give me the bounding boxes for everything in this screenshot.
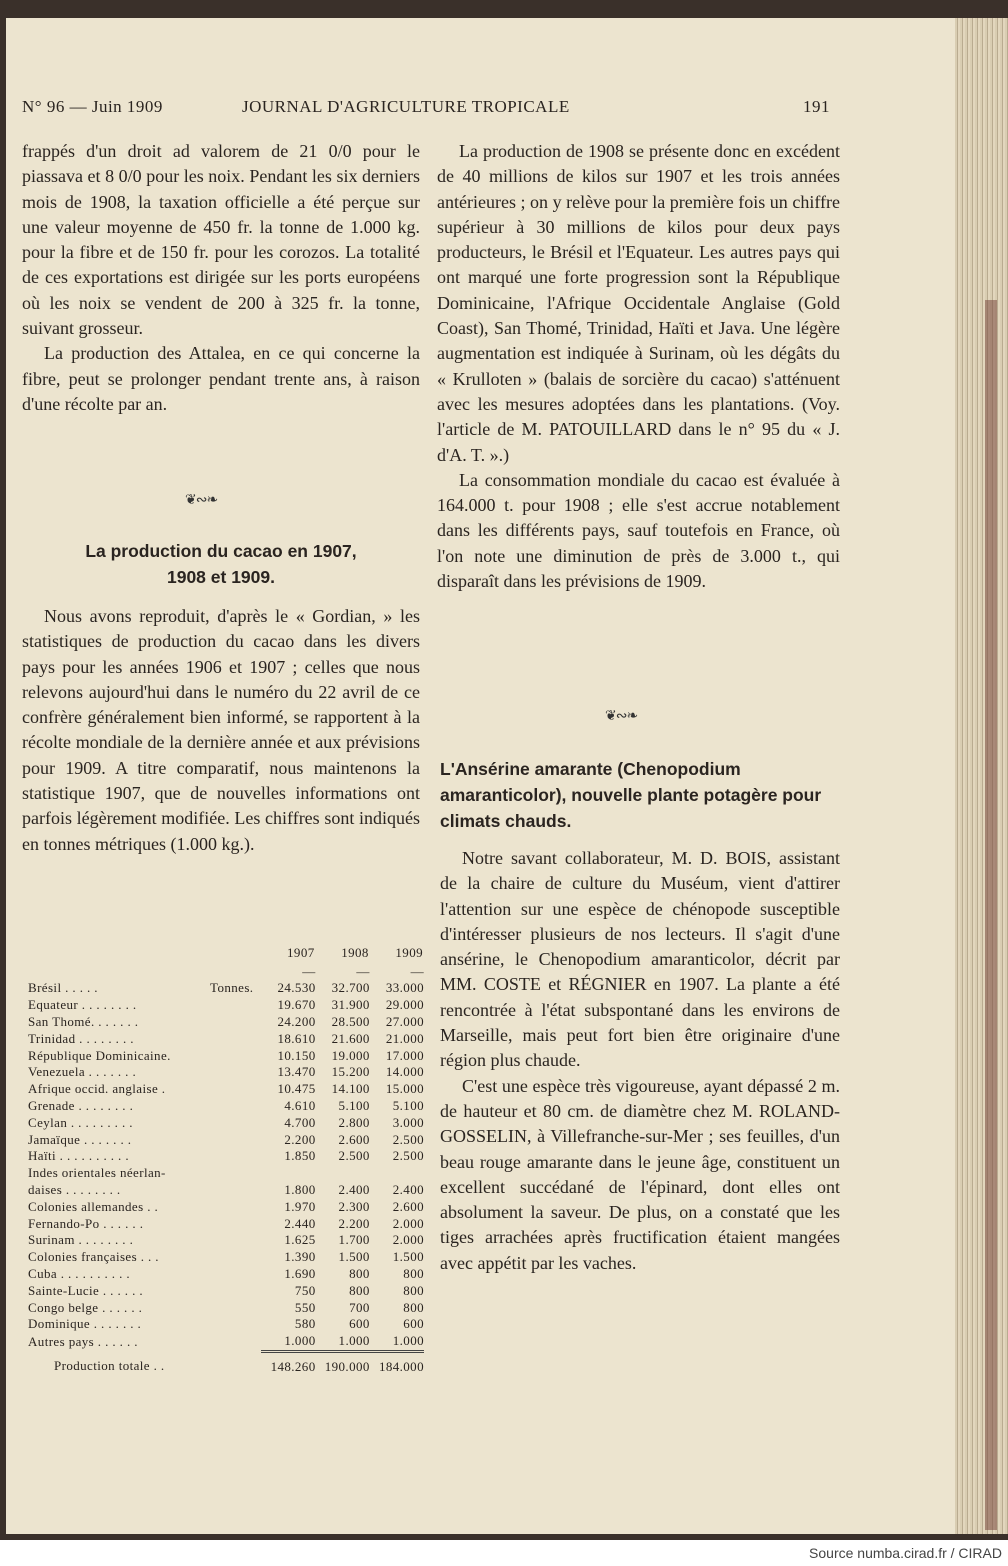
cell-value: 1.000: [284, 1333, 316, 1349]
unit-label: [200, 1182, 262, 1199]
cell-value: 33.000: [385, 980, 424, 996]
cell-value: 2.200: [284, 1131, 316, 1147]
unit-label: [200, 1299, 262, 1316]
unit-label: [200, 1098, 262, 1115]
paragraph: C'est une espèce très vigoureuse, ayant dépassé 2 m. de hauteur et 80 cm. de diamètre chez M. ROLAND-GOSSELIN, à Villefranche-sur-Mer ; ses feuilles, d'un beau rouge amarante dans le jeune âge, constituent un excellent succédané de l'épinard, dont elles ont absolument la saveur. De plus, on a constaté que les tiges arrachées après fructification étaient mangées avec appétit par les vaches.: [440, 1075, 840, 1273]
cell-value: 1.500: [338, 1249, 370, 1265]
cell-value: 550: [294, 1299, 316, 1315]
cell-value: 29.000: [385, 997, 424, 1013]
cell-value: 1.800: [284, 1181, 316, 1197]
row-label: Sainte-Lucie . . . . . .: [28, 1282, 144, 1298]
unit-label: [200, 1047, 262, 1064]
unit-label: [200, 1114, 262, 1131]
row-label: Ceylan . . . . . . . . .: [28, 1114, 133, 1130]
table-row: [28, 1165, 424, 1182]
left-column-cacao: [22, 604, 420, 857]
cell-value: 19.000: [331, 1047, 370, 1063]
table-row: [28, 1014, 424, 1031]
paragraph: La consommation mondiale du cacao est évaluée à 164.000 t. pour 1908 ; elle s'est accrue notablement dans les différents pays, sauf toutefois en France, où l'on note une diminution de près de 3.000 t., qui disparaît dans les prévisions de 1909.: [437, 469, 840, 592]
cell-value: 18.610: [277, 1030, 316, 1046]
row-label: Equateur . . . . . . . .: [28, 997, 137, 1013]
cell-value: 2.400: [392, 1181, 424, 1197]
table-row: [28, 1299, 424, 1316]
table-row: [28, 1282, 424, 1299]
cell-value: 3.000: [392, 1114, 424, 1130]
column-header: 1908: [341, 945, 369, 960]
unit-label: [200, 1064, 262, 1081]
cell-value: 21.000: [385, 1030, 424, 1046]
section-heading-anserine: L'Ansérine amarante (Chenopodium amaranticolor), nouvelle plante potagère pour climats chauds.: [440, 759, 822, 831]
row-label: Dominique . . . . . . .: [28, 1316, 142, 1332]
cell-value: 28.500: [331, 1013, 370, 1029]
table-row: [28, 1198, 424, 1215]
cell-value: 4.700: [284, 1114, 316, 1130]
paragraph: Nous avons reproduit, d'après le « Gordian, » les statistiques de production du cacao dans les divers pays pour les années 1906 et 1907 ; celles que nous relevons aujourd'hui dans le numéro du 22 avril de ce confrère généralement bien informé, se rapportent à la récolte mondiale de la dernière année et aux prévisions pour 1909. A titre comparatif, nous maintenons la statistique 1907, que de nouvelles informations ont parfois légèrement modifiée. Les chiffres sont indiqués en tonnes métriques (1.000 kg.).: [22, 606, 420, 854]
table-row: [28, 997, 424, 1014]
cell-value: 800: [349, 1265, 370, 1281]
paragraph: La production des Attalea, en ce qui concerne la fibre, peut se prolonger pendant trente ans, à raison d'une récolte par an.: [22, 343, 420, 414]
table-row: [28, 1131, 424, 1148]
heading-line: 1908 et 1909.: [166, 567, 275, 587]
cell-value: 1.625: [284, 1232, 316, 1248]
cell-value: 2.600: [392, 1198, 424, 1214]
cell-value: 15.000: [385, 1081, 424, 1097]
unit-label: [200, 1282, 262, 1299]
unit-label: [200, 1198, 262, 1215]
cell-value: 2.200: [338, 1215, 370, 1231]
dash: —: [302, 964, 316, 979]
row-label: Brésil . . . . .: [28, 980, 98, 996]
cell-value: 1.690: [284, 1265, 316, 1281]
journal-title: JOURNAL D'AGRICULTURE TROPICALE: [242, 97, 570, 116]
cell-value: 2.500: [392, 1148, 424, 1164]
cell-value: [316, 1165, 370, 1182]
cell-value: 13.470: [277, 1064, 316, 1080]
cell-value: 5.100: [338, 1097, 370, 1113]
row-label: Haïti . . . . . . . . . .: [28, 1148, 129, 1164]
row-label: Fernando-Po . . . . . .: [28, 1215, 144, 1231]
cell-value: 580: [294, 1316, 316, 1332]
unit-label: [200, 1232, 262, 1249]
cell-value: 800: [403, 1282, 424, 1298]
dash: —: [356, 964, 370, 979]
cell-value: 800: [349, 1282, 370, 1298]
total-value: 148.260: [261, 1351, 315, 1375]
cell-value: 21.600: [331, 1030, 370, 1046]
cell-value: 19.670: [277, 997, 316, 1013]
row-label: Jamaïque . . . . . . .: [28, 1131, 132, 1147]
table-row: [28, 1249, 424, 1266]
cacao-production-table: [28, 942, 424, 1375]
cell-value: 2.500: [338, 1148, 370, 1164]
unit-label: [200, 1266, 262, 1283]
cell-value: 2.000: [392, 1215, 424, 1231]
row-label: Cuba . . . . . . . . . .: [28, 1265, 131, 1281]
issue-number: N° 96 — Juin 1909: [22, 97, 163, 116]
cell-value: 1.390: [284, 1249, 316, 1265]
total-label: Production totale . .: [54, 1358, 165, 1374]
table-row: [28, 1266, 424, 1283]
table-row: [28, 1182, 424, 1199]
cell-value: 1.500: [392, 1249, 424, 1265]
right-column-anserine: [440, 846, 840, 1276]
row-label: daises . . . . . . . .: [28, 1181, 121, 1197]
row-label: Colonies allemandes . .: [28, 1198, 159, 1214]
column-header: 1909: [395, 945, 423, 960]
cell-value: 24.530: [277, 980, 316, 996]
cell-value: [261, 1165, 315, 1182]
total-row: [28, 1351, 424, 1375]
right-column: [437, 139, 840, 594]
cell-value: 600: [349, 1316, 370, 1332]
left-column: [22, 139, 420, 417]
cell-value: 24.200: [277, 1013, 316, 1029]
unit-label: [200, 1215, 262, 1232]
cell-value: 32.700: [331, 980, 370, 996]
unit-label: [200, 1131, 262, 1148]
unit-label: [200, 1333, 262, 1351]
table-row: [28, 1232, 424, 1249]
ornament-divider: ❦∾❧: [185, 493, 218, 508]
table-row: [28, 1148, 424, 1165]
cell-value: 750: [294, 1282, 316, 1298]
cell-value: 4.610: [284, 1097, 316, 1113]
heading-line: La production du cacao en 1907,: [85, 541, 357, 561]
source-credit: Source numba.cirad.fr / CIRAD: [809, 1545, 1002, 1561]
table-row: [28, 1030, 424, 1047]
page-number: 191: [803, 97, 830, 116]
row-label: Afrique occid. anglaise .: [28, 1081, 166, 1097]
cell-value: 27.000: [385, 1013, 424, 1029]
cell-value: 1.000: [392, 1333, 424, 1349]
cell-value: 31.900: [331, 997, 370, 1013]
cell-value: 2.500: [392, 1131, 424, 1147]
cell-value: 2.800: [338, 1114, 370, 1130]
cell-value: 2.000: [392, 1232, 424, 1248]
paragraph: Notre savant collaborateur, M. D. BOIS, assistant de la chaire de culture du Muséum, vient d'attirer l'attention sur une espèce de chénopode susceptible d'intéresser plusieurs de nos lecteurs. Il s'agit d'une ansérine, le Chenopodium amaranticolor, décrit par MM. COSTE et RÉGNIER en 1907. La plante a été rencontrée à l'état subspontané dans les environs de Marseille, mais peut fort bien être originaire d'une région plus chaude.: [440, 848, 840, 1071]
row-label: San Thomé. . . . . . .: [28, 1013, 139, 1029]
row-label: Colonies françaises . . .: [28, 1249, 159, 1265]
total-value: 184.000: [370, 1351, 424, 1375]
table-row: [28, 1215, 424, 1232]
page-edges: [955, 18, 1008, 1534]
section-heading-cacao: [22, 538, 420, 590]
total-value: 190.000: [316, 1351, 370, 1375]
table-row: [28, 1081, 424, 1098]
cell-value: 600: [403, 1316, 424, 1332]
column-header: 1907: [287, 945, 315, 960]
row-label: Grenade . . . . . . . .: [28, 1097, 134, 1113]
row-label: Congo belge . . . . . .: [28, 1299, 143, 1315]
cell-value: 800: [403, 1265, 424, 1281]
cell-value: 14.100: [331, 1081, 370, 1097]
table-row: [28, 1114, 424, 1131]
row-label: République Dominicaine.: [28, 1047, 171, 1063]
paragraph: frappés d'un droit ad valorem de 21 0/0 pour le piassava et 8 0/0 pour les noix. Pendant les six derniers mois de 1908, la taxation officielle a été perçue sur une valeur moyenne de 450 fr. la tonne de 1.000 kg. pour la fibre et de 150 fr. pour les corozos. La totalité de ces exportations est dirigée sur les ports européens où les noix se vendent de 200 à 325 fr. la tonne, suivant grosseur.: [22, 141, 420, 339]
unit-label: Tonnes.: [210, 980, 254, 996]
unit-label: [200, 1316, 262, 1333]
cell-value: 10.475: [277, 1081, 316, 1097]
cell-value: 5.100: [392, 1097, 424, 1113]
cell-value: 1.850: [284, 1148, 316, 1164]
row-label: Autres pays . . . . . .: [28, 1333, 138, 1349]
unit-label: [200, 1014, 262, 1031]
unit-label: [200, 1148, 262, 1165]
cell-value: 2.300: [338, 1198, 370, 1214]
unit-label: [200, 1249, 262, 1266]
row-label: Indes orientales néerlan-: [28, 1165, 166, 1181]
cell-value: 10.150: [277, 1047, 316, 1063]
row-label: Surinam . . . . . . . .: [28, 1232, 134, 1248]
ornament-divider: ❦∾❧: [605, 709, 638, 724]
cell-value: 1.000: [338, 1333, 370, 1349]
table-row: [28, 1316, 424, 1333]
table-row: [28, 1098, 424, 1115]
unit-label: [200, 1165, 262, 1182]
unit-label: [200, 1030, 262, 1047]
dash: —: [410, 964, 424, 979]
binding-shadow: [985, 300, 997, 1530]
cell-value: 2.440: [284, 1215, 316, 1231]
cell-value: 1.700: [338, 1232, 370, 1248]
cell-value: 700: [349, 1299, 370, 1315]
unit-label: [200, 1081, 262, 1098]
table-row: [28, 1333, 424, 1351]
cell-value: 2.400: [338, 1181, 370, 1197]
cell-value: 14.000: [385, 1064, 424, 1080]
paragraph: La production de 1908 se présente donc en excédent de 40 millions de kilos sur 1907 et les trois années antérieures ; on y relève pour la première fois un chiffre supérieur à 30 millions de kilos pour deux pays producteurs, le Brésil et l'Equateur. Les autres pays qui ont marqué une forte progression sont la République Dominicaine, l'Afrique Occidentale Anglaise (Gold Coast), San Thomé, Trinidad, Haïti et Java. Une légère augmentation est indiquée à Surinam, où les dégâts du « Krulloten » (balais de sorcière du cacao) s'atténuent avec les mesures adoptées dans les plantations. (Voy. l'article de M. PATOUILLARD dans le n° 95 du « J. d'A. T. ».): [437, 141, 840, 465]
cell-value: 800: [403, 1299, 424, 1315]
cell-value: [370, 1165, 424, 1182]
cell-value: 15.200: [331, 1064, 370, 1080]
unit-label: [200, 997, 262, 1014]
cell-value: 17.000: [385, 1047, 424, 1063]
cell-value: 1.970: [284, 1198, 316, 1214]
row-label: Venezuela . . . . . . .: [28, 1064, 137, 1080]
table-row: [28, 1064, 424, 1081]
cell-value: 2.600: [338, 1131, 370, 1147]
table-row: [28, 980, 424, 997]
row-label: Trinidad . . . . . . . .: [28, 1030, 134, 1046]
table-row: [28, 1047, 424, 1064]
